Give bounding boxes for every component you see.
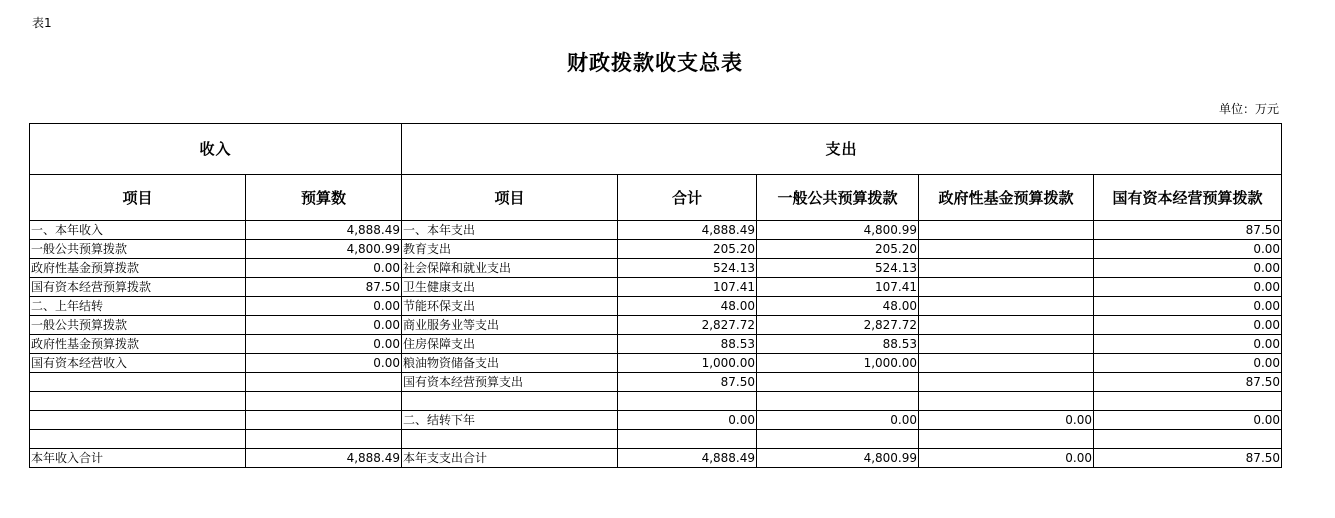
cell-government-fund-budget bbox=[919, 221, 1094, 240]
income-group-header: 收入 bbox=[30, 124, 402, 175]
table-row bbox=[30, 392, 1282, 411]
cell-income-item bbox=[30, 411, 246, 430]
cell-budget-amount bbox=[246, 411, 402, 430]
cell-budget-amount: 87.50 bbox=[246, 278, 402, 297]
cell-income-item: 政府性基金预算拨款 bbox=[30, 259, 246, 278]
page-title: 财政拨款收支总表 bbox=[567, 51, 743, 75]
cell-total: 4,888.49 bbox=[618, 221, 757, 240]
cell-state-capital-budget: 0.00 bbox=[1094, 240, 1282, 259]
cell-state-capital-budget: 0.00 bbox=[1094, 335, 1282, 354]
cell-government-fund-budget bbox=[919, 373, 1094, 392]
cell-general-public-budget bbox=[757, 430, 919, 449]
cell-total: 87.50 bbox=[618, 373, 757, 392]
cell-income-item bbox=[30, 392, 246, 411]
cell-government-fund-budget bbox=[919, 316, 1094, 335]
cell-general-public-budget: 4,800.99 bbox=[757, 221, 919, 240]
cell-general-public-budget: 2,827.72 bbox=[757, 316, 919, 335]
cell-government-fund-budget bbox=[919, 278, 1094, 297]
cell-general-public-budget: 107.41 bbox=[757, 278, 919, 297]
cell-total: 107.41 bbox=[618, 278, 757, 297]
table-row bbox=[30, 259, 1282, 278]
group-header-row bbox=[30, 124, 1282, 175]
cell-general-public-budget: 524.13 bbox=[757, 259, 919, 278]
cell-income-item: 国有资本经营预算拨款 bbox=[30, 278, 246, 297]
cell-budget-amount: 0.00 bbox=[246, 316, 402, 335]
cell-expense-item: 教育支出 bbox=[402, 240, 618, 259]
cell-expense-item: 粮油物资储备支出 bbox=[402, 354, 618, 373]
cell-income-item: 本年收入合计 bbox=[30, 449, 246, 468]
fiscal-budget-table bbox=[29, 123, 1282, 468]
cell-expense-item: 一、本年支出 bbox=[402, 221, 618, 240]
cell-expense-item: 商业服务业等支出 bbox=[402, 316, 618, 335]
table-row bbox=[30, 335, 1282, 354]
cell-budget-amount: 0.00 bbox=[246, 297, 402, 316]
table-number: 表1 bbox=[32, 16, 52, 30]
cell-income-item: 二、上年结转 bbox=[30, 297, 246, 316]
cell-government-fund-budget bbox=[919, 335, 1094, 354]
col-header-income-item: 项目 bbox=[30, 175, 246, 221]
table-row bbox=[30, 221, 1282, 240]
cell-income-item: 国有资本经营收入 bbox=[30, 354, 246, 373]
col-header-total: 合计 bbox=[618, 175, 757, 221]
table-row bbox=[30, 449, 1282, 468]
table-row bbox=[30, 430, 1282, 449]
cell-state-capital-budget: 87.50 bbox=[1094, 221, 1282, 240]
cell-general-public-budget bbox=[757, 373, 919, 392]
col-header-government-fund-budget: 政府性基金预算拨款 bbox=[919, 175, 1094, 221]
cell-expense-item: 社会保障和就业支出 bbox=[402, 259, 618, 278]
cell-government-fund-budget bbox=[919, 392, 1094, 411]
cell-government-fund-budget: 0.00 bbox=[919, 411, 1094, 430]
cell-budget-amount bbox=[246, 392, 402, 411]
cell-general-public-budget: 0.00 bbox=[757, 411, 919, 430]
cell-state-capital-budget: 87.50 bbox=[1094, 373, 1282, 392]
column-header-row bbox=[30, 175, 1282, 221]
cell-total: 1,000.00 bbox=[618, 354, 757, 373]
cell-general-public-budget: 88.53 bbox=[757, 335, 919, 354]
cell-state-capital-budget: 0.00 bbox=[1094, 297, 1282, 316]
cell-income-item: 政府性基金预算拨款 bbox=[30, 335, 246, 354]
cell-total: 88.53 bbox=[618, 335, 757, 354]
cell-income-item bbox=[30, 430, 246, 449]
cell-budget-amount: 4,888.49 bbox=[246, 449, 402, 468]
cell-general-public-budget bbox=[757, 392, 919, 411]
col-header-state-capital-budget: 国有资本经营预算拨款 bbox=[1094, 175, 1282, 221]
table-row bbox=[30, 316, 1282, 335]
cell-budget-amount bbox=[246, 373, 402, 392]
cell-general-public-budget: 4,800.99 bbox=[757, 449, 919, 468]
cell-total: 524.13 bbox=[618, 259, 757, 278]
cell-expense-item bbox=[402, 430, 618, 449]
cell-state-capital-budget bbox=[1094, 392, 1282, 411]
table-row bbox=[30, 373, 1282, 392]
cell-budget-amount bbox=[246, 430, 402, 449]
table-row bbox=[30, 354, 1282, 373]
cell-general-public-budget: 1,000.00 bbox=[757, 354, 919, 373]
cell-expense-item: 国有资本经营预算支出 bbox=[402, 373, 618, 392]
cell-expense-item: 住房保障支出 bbox=[402, 335, 618, 354]
cell-government-fund-budget bbox=[919, 240, 1094, 259]
col-header-budget-amount: 预算数 bbox=[246, 175, 402, 221]
cell-budget-amount: 0.00 bbox=[246, 259, 402, 278]
cell-income-item: 一、本年收入 bbox=[30, 221, 246, 240]
cell-government-fund-budget bbox=[919, 430, 1094, 449]
table-row bbox=[30, 411, 1282, 430]
cell-budget-amount: 0.00 bbox=[246, 335, 402, 354]
cell-government-fund-budget: 0.00 bbox=[919, 449, 1094, 468]
cell-government-fund-budget bbox=[919, 259, 1094, 278]
cell-general-public-budget: 205.20 bbox=[757, 240, 919, 259]
cell-budget-amount: 4,888.49 bbox=[246, 221, 402, 240]
cell-state-capital-budget: 0.00 bbox=[1094, 278, 1282, 297]
cell-total bbox=[618, 430, 757, 449]
cell-state-capital-budget: 87.50 bbox=[1094, 449, 1282, 468]
table-row bbox=[30, 240, 1282, 259]
cell-budget-amount: 0.00 bbox=[246, 354, 402, 373]
cell-expense-item: 节能环保支出 bbox=[402, 297, 618, 316]
cell-income-item: 一般公共预算拨款 bbox=[30, 316, 246, 335]
cell-budget-amount: 4,800.99 bbox=[246, 240, 402, 259]
col-header-expense-item: 项目 bbox=[402, 175, 618, 221]
cell-total: 4,888.49 bbox=[618, 449, 757, 468]
table-row bbox=[30, 278, 1282, 297]
cell-expense-item: 二、结转下年 bbox=[402, 411, 618, 430]
cell-state-capital-budget: 0.00 bbox=[1094, 354, 1282, 373]
cell-expense-item: 卫生健康支出 bbox=[402, 278, 618, 297]
cell-state-capital-budget: 0.00 bbox=[1094, 411, 1282, 430]
cell-government-fund-budget bbox=[919, 354, 1094, 373]
cell-state-capital-budget: 0.00 bbox=[1094, 259, 1282, 278]
cell-total bbox=[618, 392, 757, 411]
cell-total: 0.00 bbox=[618, 411, 757, 430]
col-header-general-public-budget: 一般公共预算拨款 bbox=[757, 175, 919, 221]
table-row bbox=[30, 297, 1282, 316]
expense-group-header: 支出 bbox=[402, 124, 1282, 175]
cell-total: 48.00 bbox=[618, 297, 757, 316]
cell-expense-item: 本年支支出合计 bbox=[402, 449, 618, 468]
cell-government-fund-budget bbox=[919, 297, 1094, 316]
cell-state-capital-budget bbox=[1094, 430, 1282, 449]
cell-income-item: 一般公共预算拨款 bbox=[30, 240, 246, 259]
cell-total: 2,827.72 bbox=[618, 316, 757, 335]
cell-state-capital-budget: 0.00 bbox=[1094, 316, 1282, 335]
cell-general-public-budget: 48.00 bbox=[757, 297, 919, 316]
unit-label: 单位：万元 bbox=[1218, 102, 1279, 116]
cell-total: 205.20 bbox=[618, 240, 757, 259]
cell-expense-item bbox=[402, 392, 618, 411]
cell-income-item bbox=[30, 373, 246, 392]
